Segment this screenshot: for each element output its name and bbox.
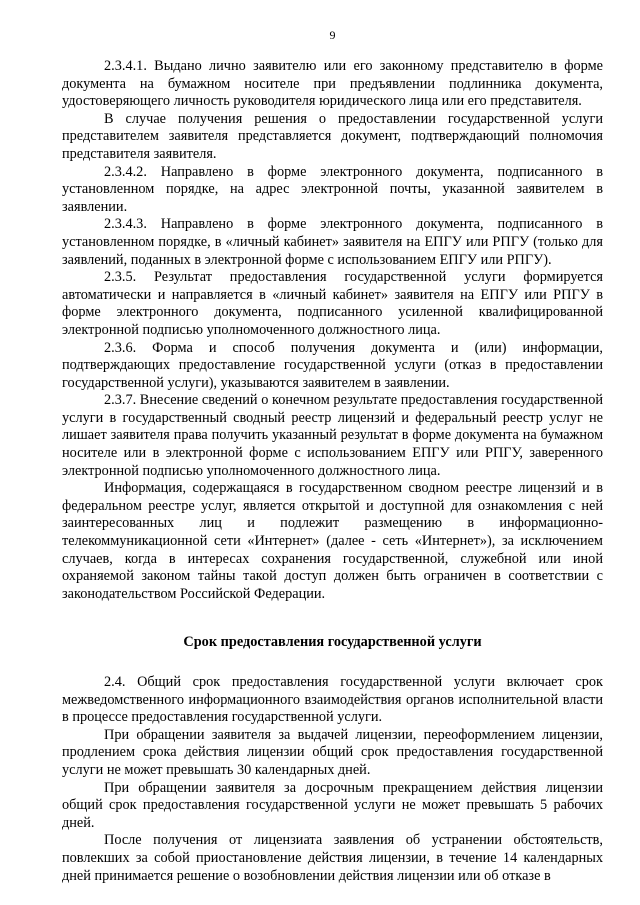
paragraph-2-3-4-3: 2.3.4.3. Направлено в форме электронного документа, подписанного в установленном порядке, в «личный кабинет» заявителя на ЕПГУ или РПГУ (только для заявлений, поданных в электронной форме с использованием ЕПГУ или РПГУ). [62, 216, 603, 268]
page-number: 9 [329, 28, 336, 42]
paragraph-representative-document: В случае получения решения о предоставлении государственной услуги представителем заявителя представляется документ, подтверждающий полномочия представителя заявителя. [62, 110, 603, 162]
section-heading: Срок предоставления государственной услуги [183, 634, 482, 651]
paragraph-2-3-4-1: 2.3.4.1. Выдано лично заявителю или его законному представителю в форме документа на бумажном носителе при предъявлении подлинника документа, удостоверяющего личность руководителя юридического лица или его представителя. [62, 58, 603, 110]
paragraph-14-days: После получения от лицензиата заявления об устранении обстоятельств, повлекших за собой приостановление действия лицензии, в течение 14 календарных дней принимается решение о возобновлении действия лицензии или об отказе в [62, 832, 603, 884]
paragraph-registry-information: Информация, содержащаяся в государственном сводном реестре лицензий и в федеральном реестре услуг, является открытой и доступной для ознакомления с ней заинтересованных лиц и подлежит размещению в информационно-телекоммуникационной сети «Интернет» (далее - сеть «Интернет»), за исключением случаев, когда в интересах сохранения государственной, служебной или иной охраняемой законом тайны такой доступ должен быть ограничен в соответствии с законодательством Российской Федерации. [62, 480, 603, 602]
paragraph-5-days: При обращении заявителя за досрочным прекращением действия лицензии общий срок предоставления государственной услуги не может превышать 5 рабочих дней. [62, 779, 603, 831]
paragraph-2-3-6: 2.3.6. Форма и способ получения документа и (или) информации, подтверждающих предоставление государственной услуги (отказ в предоставлении государственной услуги), указываются заявителем в заявлении. [62, 339, 603, 391]
paragraph-2-4: 2.4. Общий срок предоставления государственной услуги включает срок межведомственного информационного взаимодействия органов исполнительной власти в процессе предоставления государственной услуги. [62, 674, 603, 726]
paragraph-30-days: При обращении заявителя за выдачей лицензии, переоформлением лицензии, продлением срока действия лицензии общий срок предоставления государственной услуги не может превышать 30 календарных дней. [62, 726, 603, 778]
paragraph-2-3-7: 2.3.7. Внесение сведений о конечном результате предоставления государственной услуги в государственный сводный реестр лицензий и федеральный реестр услуг не лишает заявителя права получить указанный результат в форме документа на бумажном носителе или в электронной форме с использованием ЕПГУ или РПГУ, заверенного электронной подписью уполномоченного должностного лица. [62, 392, 603, 479]
paragraph-2-3-4-2: 2.3.4.2. Направлено в форме электронного документа, подписанного в установленном порядке, на адрес электронной почты, указанной заявителем в заявлении. [62, 163, 603, 215]
paragraph-2-3-5: 2.3.5. Результат предоставления государственной услуги формируется автоматически и направляется в «личный кабинет» заявителя на ЕПГУ или РПГУ в форме электронного документа, подписанного усиленной квалифицированной электронной подписью уполномоченного должностного лица. [62, 269, 603, 338]
